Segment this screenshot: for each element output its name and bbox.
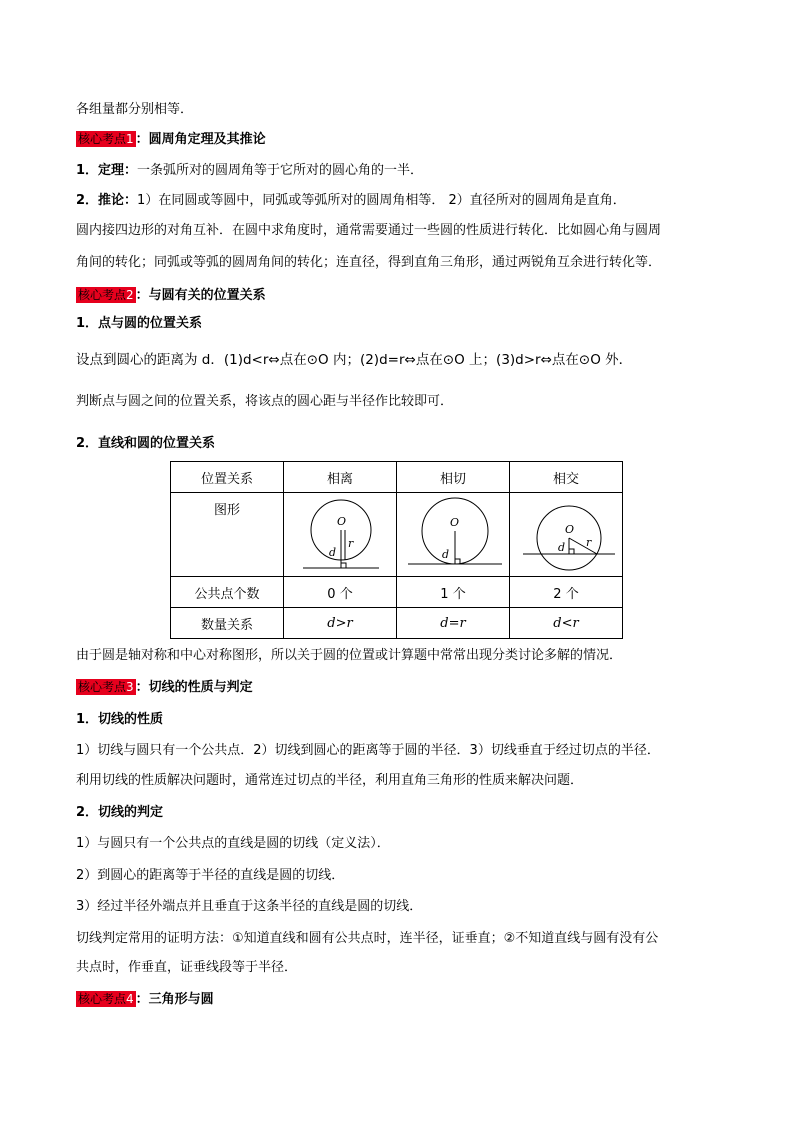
subheading-tangent-judge: 2．切线的判定 <box>76 805 164 820</box>
center-label: O <box>565 522 575 536</box>
section-title: ：与圆有关的位置关系 <box>135 288 266 303</box>
paragraph-line: 圆内接四边形的对角互补．在圆中求角度时，通常需要通过一些圆的性质进行转化．比如圆心角与圆周 <box>76 223 662 238</box>
d-label: d <box>329 545 337 559</box>
table-header-cell: 位置关系 <box>171 462 284 493</box>
tangent-prop-text: 1）切线与圆只有一个公共点．2）切线到圆心的距离等于圆的半径．3）切线垂直于经过切点的半径． <box>76 743 660 758</box>
subheading-point-circle: 1．点与圆的位置关系 <box>76 316 203 331</box>
separate-diagram <box>285 495 395 575</box>
section-title: ：圆周角定理及其推论 <box>135 132 266 147</box>
center-label: O <box>337 514 347 528</box>
intersect-diagram <box>511 495 621 575</box>
symmetry-text: 由于圆是轴对称和中心对称图形，所以关于圆的位置或计算题中常常出现分类讨论多解的情况． <box>76 648 623 663</box>
corollary-text: 1）在同圆或等圆中，同弧或等弧所对的圆周角相等． 2）直径所对的圆周角是直角． <box>137 193 626 208</box>
right-angle-mark <box>569 549 574 554</box>
table-row <box>171 462 623 493</box>
table-row <box>171 493 623 577</box>
table-header-cell: 相离 <box>284 462 397 493</box>
paragraph-line: 角间的转化；同弧或等弧的圆周角间的转化；连直径，得到直角三角形，通过两锐角互余进行转化等． <box>76 255 662 270</box>
intro-text: 各组量都分别相等． <box>76 102 194 117</box>
r-label: r <box>348 536 354 550</box>
theorem-text: 一条弧所对的圆周角等于它所对的圆心角的一半． <box>137 163 424 178</box>
core-badge: 核心考点2 <box>78 288 134 302</box>
table-cell: d=r <box>397 608 510 639</box>
subheading-tangent-prop: 1．切线的性质 <box>76 712 164 727</box>
tangent-judge-text: 3）经过半径外端点并且垂直于这条半径的直线是圆的切线． <box>76 899 423 914</box>
section-heading-2 <box>76 287 266 305</box>
table-cell: 数量关系 <box>171 608 284 639</box>
table-header-cell: 相交 <box>510 462 623 493</box>
table-cell: d>r <box>284 608 397 639</box>
tangent-diagram <box>398 495 508 575</box>
table-cell: 公共点个数 <box>171 577 284 608</box>
core-badge: 核心考点3 <box>78 680 134 694</box>
subheading-line-circle: 2．直线和圆的位置关系 <box>76 436 216 451</box>
figure-intersect <box>510 493 623 577</box>
tangent-prop-text: 利用切线的性质解决问题时，通常连过切点的半径，利用直角三角形的性质来解决问题． <box>76 773 584 788</box>
corollary-line <box>76 192 626 210</box>
section-title: ：三角形与圆 <box>135 992 214 1007</box>
table-cell: 1 个 <box>397 577 510 608</box>
table-row <box>171 608 623 639</box>
center-label: O <box>450 515 460 529</box>
table-header-cell: 相切 <box>397 462 510 493</box>
tangent-judge-text: 1）与圆只有一个公共点的直线是圆的切线（定义法）． <box>76 836 390 851</box>
theorem-line <box>76 162 423 180</box>
table-cell: d<r <box>510 608 623 639</box>
right-angle-mark <box>341 563 346 568</box>
figure-tangent <box>397 493 510 577</box>
core-badge: 核心考点1 <box>78 132 134 146</box>
d-label: d <box>442 547 450 561</box>
table-row <box>171 577 623 608</box>
table-cell: 0 个 <box>284 577 397 608</box>
table-cell: 图形 <box>171 493 284 577</box>
tangent-method-text: 共点时，作垂直，证垂线段等于半径． <box>76 960 298 975</box>
figure-separate <box>284 493 397 577</box>
tangent-method-text: 切线判定常用的证明方法：①知道直线和圆有公共点时，连半径，证垂直；②不知道直线与圆有没有公 <box>76 931 659 946</box>
tangent-judge-text: 2）到圆心的距离等于半径的直线是圆的切线． <box>76 868 345 883</box>
d-label: d <box>558 540 566 554</box>
table-cell: 2 个 <box>510 577 623 608</box>
position-table <box>170 461 623 639</box>
theorem-label: 1．定理： <box>76 163 138 178</box>
section-heading-3 <box>76 679 253 697</box>
core-badge: 核心考点4 <box>78 992 134 1006</box>
radius-segment <box>569 535 597 554</box>
r-label: r <box>586 535 592 549</box>
section-heading-1 <box>76 131 266 149</box>
point-circle-judge: 判断点与圆之间的位置关系，将该点的圆心距与半径作比较即可． <box>76 394 454 409</box>
section-title: ：切线的性质与判定 <box>135 680 253 695</box>
corollary-label: 2．推论： <box>76 193 138 208</box>
section-heading-4 <box>76 991 214 1009</box>
point-circle-text: 设点到圆心的距离为 d．(1)d<r⇔点在⊙O 内；(2)d=r⇔点在⊙O 上；(3)d>r⇔点在⊙O 外． <box>76 352 633 368</box>
